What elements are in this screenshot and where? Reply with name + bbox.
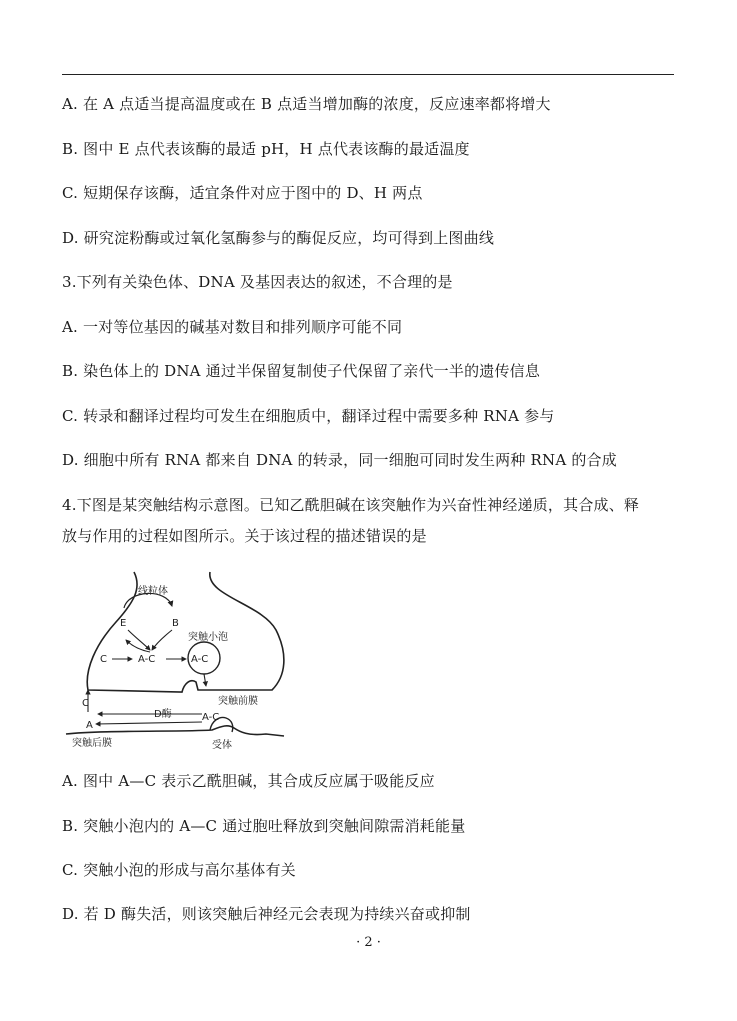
diagram-b: B (172, 618, 179, 629)
diagram-c-upper: C (100, 654, 107, 665)
q3-stem: 3.下列有关染色体、DNA 及基因表达的叙述，不合理的是 (62, 273, 453, 291)
diagram-a: A (86, 720, 93, 731)
q2-option-a: A. 在 A 点适当提高温度或在 B 点适当增加酶的浓度，反应速率都将增大 (62, 95, 551, 113)
diagram-ac-cleft: A-C (202, 712, 220, 723)
q4-option-b: B. 突触小泡内的 A—C 通过胞吐释放到突触间隙需消耗能量 (62, 817, 466, 835)
q4-stem-line1: 4.下图是某突触结构示意图。已知乙酰胆碱在该突触作为兴奋性神经递质，其合成、释 (62, 496, 640, 514)
vesicle-label: 突触小泡 (188, 632, 228, 643)
q4-option-d: D. 若 D 酶失活，则该突触后神经元会表现为持续兴奋或抑制 (62, 905, 471, 923)
diagram-e: E (120, 618, 127, 629)
presynaptic-outline (87, 572, 284, 692)
receptor-label: 受体 (212, 740, 232, 751)
q2-option-c: C. 短期保存该酶，适宜条件对应于图中的 D、H 两点 (62, 184, 423, 202)
q3-option-b: B. 染色体上的 DNA 通过半保留复制使子代保留了亲代一半的遗传信息 (62, 362, 541, 380)
diagram-ac-upper: A-C (138, 654, 156, 665)
q2-option-b: B. 图中 E 点代表该酶的最适 pH，H 点代表该酶的最适温度 (62, 140, 470, 158)
mitochondria-label: 线粒体 (138, 586, 168, 597)
q3-option-a: A. 一对等位基因的碱基对数目和排列顺序可能不同 (62, 318, 403, 336)
enzyme-label: D酶 (154, 709, 172, 720)
q3-option-d: D. 细胞中所有 RNA 都来自 DNA 的转录，同一细胞可同时发生两种 RNA 的合成 (62, 451, 617, 469)
q2-option-d: D. 研究淀粉酶或过氧化氢酶参与的酶促反应，均可得到上图曲线 (62, 229, 495, 247)
q4-option-a: A. 图中 A—C 表示乙酰胆碱，其合成反应属于吸能反应 (62, 772, 435, 790)
vesicle-content: A-C (191, 654, 209, 665)
presynaptic-membrane-label: 突触前膜 (218, 696, 258, 707)
postsynaptic-membrane (66, 726, 284, 736)
q3-option-c: C. 转录和翻译过程均可发生在细胞质中，翻译过程中需要多种 RNA 参与 (62, 407, 555, 425)
postsynaptic-membrane-label: 突触后膜 (72, 738, 112, 749)
q4-stem-line2: 放与作用的过程如图所示。关于该过程的描述错误的是 (62, 527, 427, 545)
synapse-diagram (62, 566, 292, 754)
header-rule (62, 74, 674, 75)
page-number: · 2 · (356, 935, 381, 950)
diagram-c-lower: C (82, 698, 89, 709)
q4-option-c: C. 突触小泡的形成与高尔基体有关 (62, 861, 296, 879)
